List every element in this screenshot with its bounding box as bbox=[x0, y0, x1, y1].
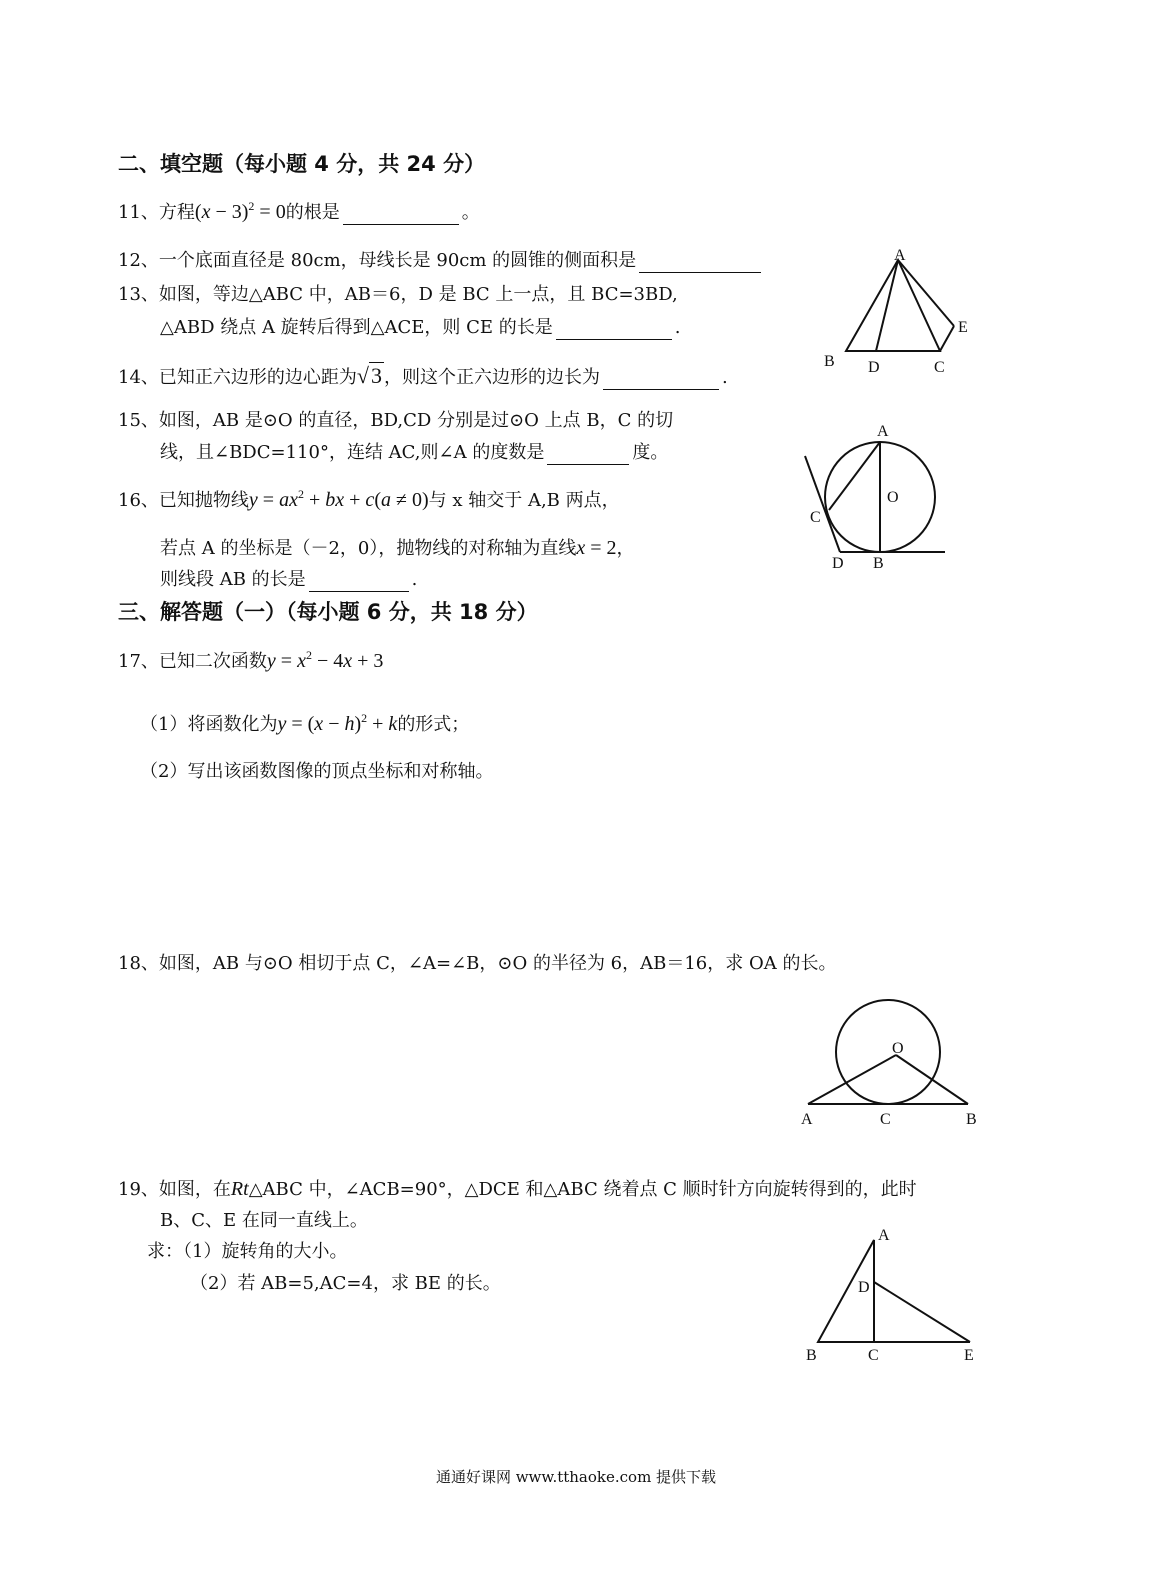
question-19-line4: （2）若 AB=5,AC=4，求 BE 的长。 bbox=[190, 1273, 501, 1294]
q14-answer-blank[interactable] bbox=[603, 369, 719, 390]
q16-post: 与 x 轴交于 A,B 两点， bbox=[428, 490, 620, 511]
question-16-line1 bbox=[118, 488, 620, 513]
q17-text: 17、已知二次函数 bbox=[118, 651, 267, 672]
fig15-label-d: D bbox=[832, 555, 844, 572]
page-footer: 通通好课网 www.tthaoke.com 提供下载 bbox=[435, 1468, 717, 1486]
q16-pre: 16、已知抛物线 bbox=[118, 490, 249, 511]
question-13-line1: 13、如图，等边△ABC 中，AB＝6，D 是 BC 上一点，且 BC=3BD, bbox=[118, 284, 678, 305]
q15-line2-text: 线，且∠BDC=110°，连结 AC,则∠A 的度数是 bbox=[160, 442, 545, 463]
figure-13-triangle bbox=[818, 246, 988, 386]
fig13-label-a: A bbox=[894, 247, 906, 264]
fig15-label-b: B bbox=[873, 555, 884, 572]
q16-answer-blank[interactable] bbox=[309, 571, 409, 592]
fig18-label-b: B bbox=[966, 1111, 977, 1128]
question-16-line2 bbox=[160, 536, 635, 561]
fig13-label-b: B bbox=[824, 353, 835, 370]
fig18-label-c: C bbox=[880, 1111, 891, 1128]
q11-pre: 方程 bbox=[158, 202, 195, 223]
fig19-label-b: B bbox=[806, 1347, 817, 1364]
q16-line2-end: ， bbox=[616, 538, 635, 559]
q14-end: . bbox=[721, 367, 728, 388]
fig15-label-o: O bbox=[887, 489, 899, 506]
question-19-line3: 求：（1）旋转角的大小。 bbox=[147, 1241, 348, 1262]
q15-answer-blank[interactable] bbox=[547, 444, 629, 465]
fig19-label-d: D bbox=[858, 1279, 870, 1296]
question-19-line2: B、C、E 在同一直线上。 bbox=[160, 1210, 368, 1231]
q19-rt: Rt bbox=[230, 1178, 249, 1200]
fig13-label-c: C bbox=[934, 359, 945, 376]
q11-answer-blank[interactable] bbox=[343, 204, 459, 225]
fig13-label-e: E bbox=[958, 319, 968, 336]
question-18: 18、如图，AB 与⊙O 相切于点 C，∠A=∠B，⊙O 的半径为 6，AB＝16，求 OA 的长。 bbox=[118, 953, 837, 974]
question-17-part2: （2）写出该函数图像的顶点坐标和对称轴。 bbox=[140, 761, 494, 782]
figure-15-circle bbox=[795, 418, 965, 578]
q14-pre: 14、已知正六边形的边心距为 bbox=[118, 367, 357, 388]
q17-sub1-pre: （1）将函数化为 bbox=[140, 714, 278, 735]
q13-answer-blank[interactable] bbox=[556, 319, 672, 340]
q11-post: 的根是 bbox=[285, 202, 340, 223]
question-13-line2 bbox=[160, 316, 681, 340]
question-12 bbox=[118, 249, 764, 273]
question-11 bbox=[118, 200, 480, 225]
fig15-label-c: C bbox=[810, 509, 821, 526]
fig15-label-a: A bbox=[877, 423, 889, 440]
fig19-label-a: A bbox=[878, 1227, 890, 1244]
fig18-label-o: O bbox=[892, 1040, 904, 1057]
question-15-line2 bbox=[160, 441, 668, 465]
fig19-label-c: C bbox=[868, 1347, 879, 1364]
q19-line1-pre: 19、如图，在 bbox=[118, 1179, 231, 1200]
figure-19-triangles bbox=[800, 1220, 990, 1370]
q16-end: . bbox=[411, 569, 418, 590]
q11-equation: $(x - 3)^2 = 0$ bbox=[194, 199, 286, 223]
q14-post: ，则这个正六边形的边长为 bbox=[383, 367, 600, 388]
q11-end: 。 bbox=[461, 202, 480, 223]
q12-answer-blank[interactable] bbox=[639, 252, 761, 273]
question-14 bbox=[118, 364, 728, 390]
q17-sub1-post: 的形式； bbox=[397, 714, 470, 735]
q11-number: 11、 bbox=[118, 202, 159, 223]
q16-line2-text: 若点 A 的坐标是（－2，0），抛物线的对称轴为直线 bbox=[160, 538, 577, 559]
q16-axis-eq: x = 2 bbox=[576, 537, 617, 559]
q16-parabola: $y = ax^2$ + bx + c(a ≠ 0) bbox=[248, 487, 429, 511]
q13-end: . bbox=[674, 317, 681, 338]
section2-title: 二、填空题（每小题 4 分，共 24 分） bbox=[118, 152, 486, 176]
section3-title: 三、解答题（一）（每小题 6 分，共 18 分） bbox=[118, 600, 538, 624]
sqrt-3: √3 bbox=[356, 363, 382, 388]
question-19-line1 bbox=[118, 1177, 917, 1202]
fig19-label-e: E bbox=[964, 1347, 974, 1364]
question-17 bbox=[118, 649, 383, 674]
q16-line3-text: 则线段 AB 的长是 bbox=[160, 569, 306, 590]
q17-function: $y = x^2 - 4x + 3$ bbox=[266, 648, 384, 672]
fig18-label-a: A bbox=[801, 1111, 813, 1128]
q19-line1-post: △ABC 中，∠ACB=90°，△DCE 和△ABC 绕着点 C 顺时针方向旋转得到的，此时 bbox=[248, 1179, 917, 1200]
figure-18-circle-tangent bbox=[796, 995, 986, 1135]
q15-end: 度。 bbox=[632, 442, 669, 463]
question-17-part1 bbox=[140, 712, 469, 737]
q12-text: 12、一个底面直径是 80cm，母线长是 90cm 的圆锥的侧面积是 bbox=[118, 250, 637, 271]
q17-vertex-form: $y = (x - h)^2 + k$ bbox=[277, 711, 398, 735]
question-16-line3 bbox=[160, 568, 417, 592]
question-15-line1: 15、如图，AB 是⊙O 的直径，BD,CD 分别是过⊙O 上点 B，C 的切 bbox=[118, 410, 674, 431]
q13-line2-text: △ABD 绕点 A 旋转后得到△ACE，则 CE 的长是 bbox=[160, 317, 553, 338]
fig13-label-d: D bbox=[868, 359, 880, 376]
